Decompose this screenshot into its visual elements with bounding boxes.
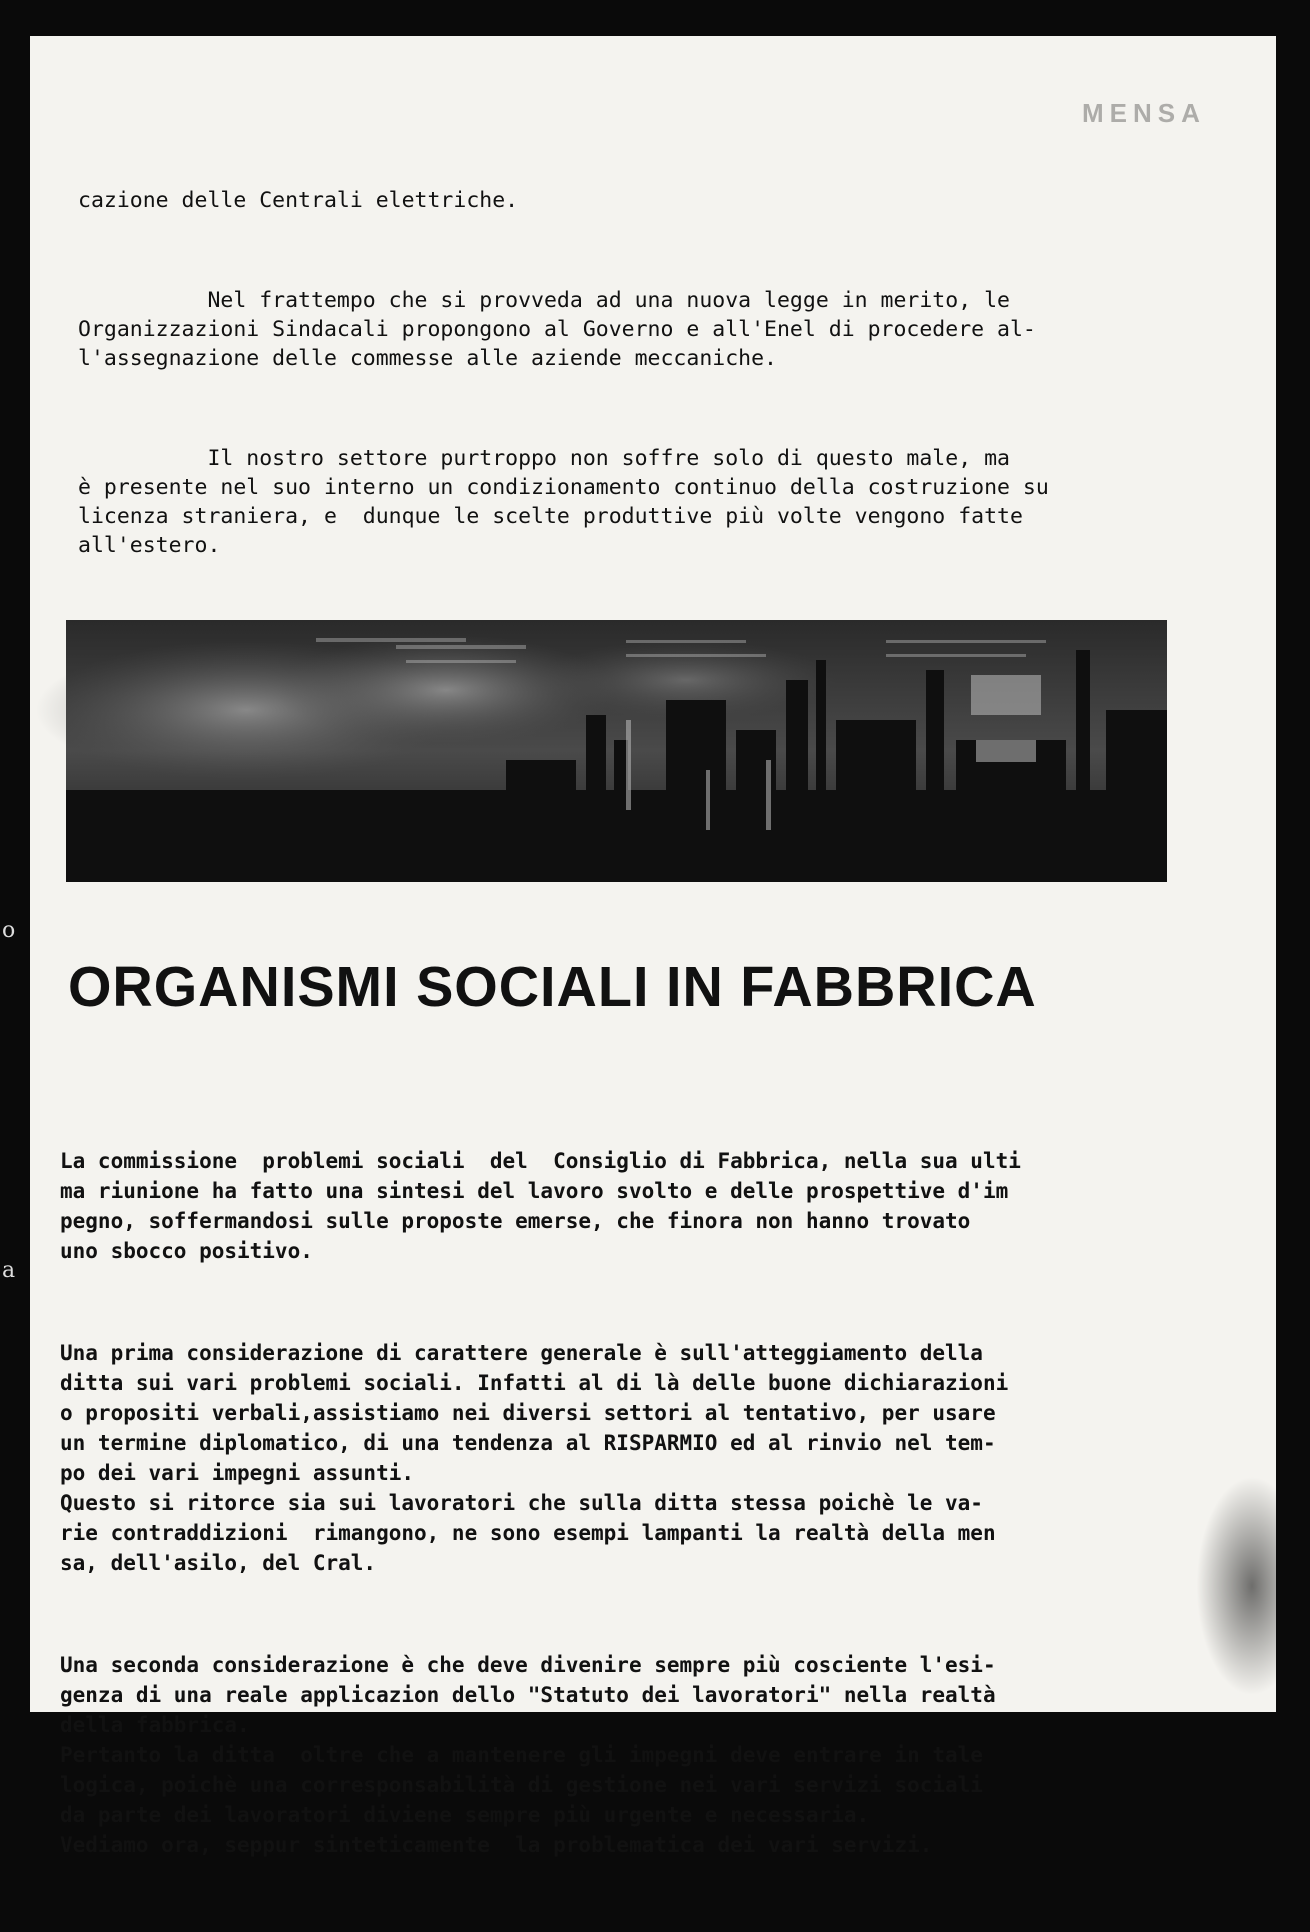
factory-photo: [66, 620, 1167, 882]
paragraph: Una seconda considerazione è che deve divenire sempre più cosciente l'esi- genza di una reale applicazion dello "Statuto dei lavoratori" nella realtà della fabbrica. Pertanto la ditta oltre che a mantenere gli impegni deve entrare in tale logica, poichè una corresponsabilità di gestione nei vari servizi sociali da parte dei lavoratori diviene sempre più urgente e necessaria. Vediamo ora, seppur sinteticamente la problematica dei vari servizi.: [60, 1653, 996, 1857]
margin-letter: a: [2, 1258, 16, 1283]
margin-letter: o: [2, 918, 16, 943]
scan-smudge: [1196, 1476, 1276, 1696]
paragraph: Il nostro settore purtroppo non soffre solo di questo male, ma è presente nel suo interno un condizionamento continuo della costruzione su licenza straniera, e dunque le scelte produttive più volte vengono fatte all'estero.: [78, 446, 1049, 558]
section-headline: ORGANISMI SOCIALI IN FABBRICA: [68, 955, 1037, 1019]
bottom-text-column: [60, 1086, 1021, 1932]
bleed-through-header: MENSA: [1082, 98, 1206, 128]
paragraph: Nel frattempo che si provveda ad una nuova legge in merito, le Organizzazioni Sindacali propongono al Governo e all'Enel di procedere al- l'assegnazione delle commesse alle aziende meccaniche.: [78, 288, 1036, 371]
paragraph: cazione delle Centrali elettriche.: [78, 188, 519, 213]
factory-illustration: [66, 620, 1167, 882]
document-page: [30, 36, 1276, 1857]
paragraph: La commissione problemi sociali del Consiglio di Fabbrica, nella sua ulti ma riunione ha fatto una sintesi del lavoro svolto e delle prospettive d'im pegno, soffermandosi sulle proposte emerse, che finora non hanno trovato uno sbocco positivo.: [60, 1149, 1021, 1263]
paragraph: Una prima considerazione di carattere generale è sull'atteggiamento della ditta sui vari problemi sociali. Infatti al di là delle buone dichiarazioni o propositi verbali,assistiamo nei diversi settori al tentativo, per usare un termine diplomatico, di una tendenza al RISPARMIO ed al rinvio nel tem- po dei vari impegni assunti. Questo si ritorce sia sui lavoratori che sulla ditta stessa poichè le va- rie contraddizioni rimangono, ne sono esempi lampanti la realtà della men sa, dell'asilo, del Cral.: [60, 1341, 1009, 1575]
